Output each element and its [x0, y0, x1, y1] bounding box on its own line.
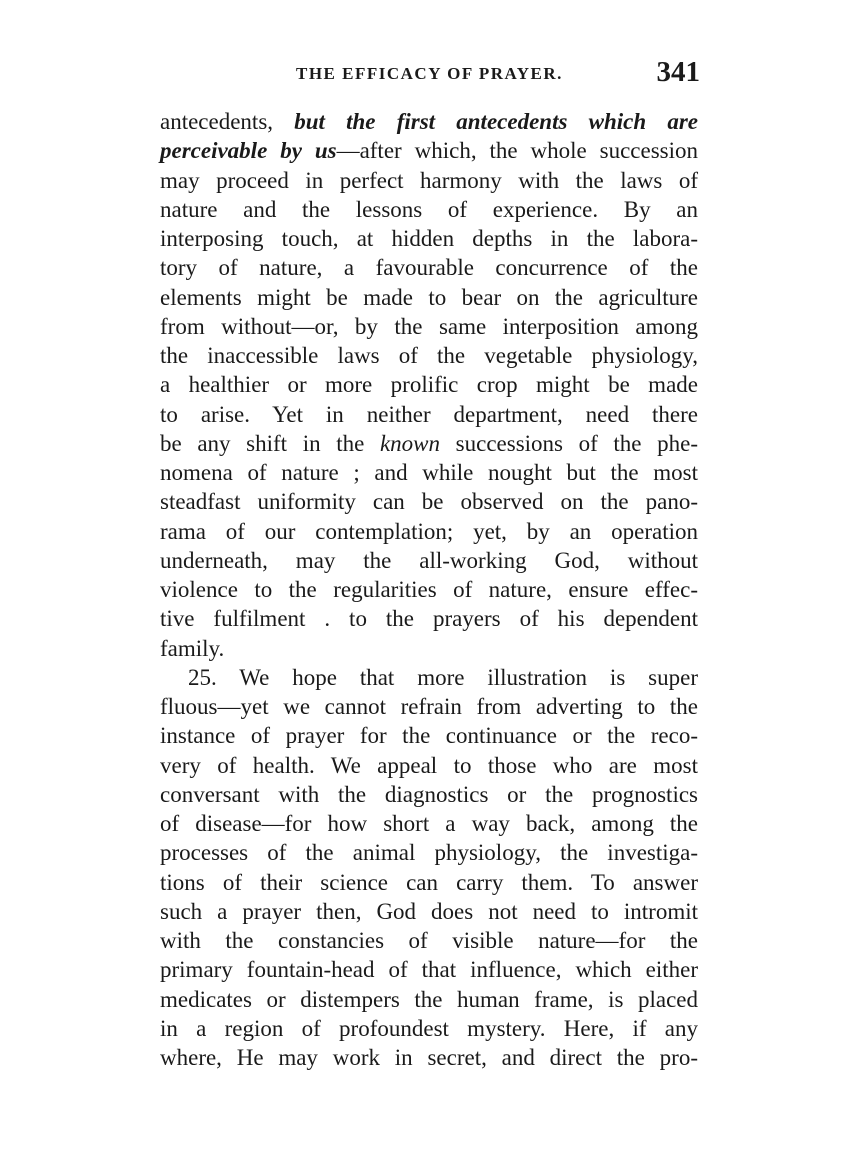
running-title: THE EFFICACY OF PRAYER.	[296, 64, 563, 83]
text-line: tory of nature, a favourable concurrence of the	[160, 255, 698, 281]
text-line: tions of their science can carry them. To answer	[160, 869, 698, 895]
text-line: be any shift in the known successions of the phe-	[160, 430, 699, 456]
text-line: from without—or, by the same interposition among	[160, 313, 698, 339]
text-line: fluous—yet we cannot refrain from adverting to the	[160, 694, 698, 719]
text-line: very of health. We appeal to those who are most	[160, 752, 698, 778]
text-line: the inaccessible laws of the vegetable physiology,	[160, 343, 698, 368]
running-header	[160, 56, 700, 96]
body-text	[160, 107, 698, 1072]
text-line: tive fulfilment . to the prayers of his dependent	[160, 606, 698, 632]
text-line: rama of our contemplation; yet, by an operation	[160, 518, 698, 544]
page-number: 341	[656, 56, 700, 88]
text-line: such a prayer then, God does not need to intromit	[160, 898, 698, 924]
text-line: conversant with the diagnostics or the prognostics	[160, 781, 698, 807]
text-line: family.	[160, 635, 225, 661]
text-line: in a region of profoundest mystery. Here, if any	[160, 1015, 698, 1041]
text-line: interposing touch, at hidden depths in the labora-	[160, 226, 698, 251]
paragraph-start-line: 25. We hope that more illustration is super	[188, 664, 698, 690]
text-line: steadfast uniformity can be observed on the pano-	[160, 489, 698, 515]
text-line: perceivable by us—after which, the whole succession	[160, 138, 698, 164]
text-line: instance of prayer for the continuance or the reco-	[160, 723, 698, 749]
text-line: may proceed in perfect harmony with the laws of	[160, 167, 698, 193]
text-line: nomena of nature ; and while nought but the most	[160, 460, 698, 485]
text-line: where, He may work in secret, and direct the pro-	[160, 1045, 698, 1070]
text-line: a healthier or more prolific crop might be made	[160, 372, 698, 398]
text-line: to arise. Yet in neither department, need there	[160, 401, 698, 427]
text-line: with the constancies of visible nature—for the	[160, 928, 698, 953]
text-line: primary fountain-head of that influence, which either	[160, 957, 698, 983]
text-line: elements might be made to bear on the agriculture	[160, 284, 698, 310]
text-line: underneath, may the all-working God, without	[160, 547, 698, 573]
text-line: processes of the animal physiology, the investiga-	[160, 840, 698, 866]
text-line: medicates or distempers the human frame, is placed	[160, 986, 698, 1012]
text-line: nature and the lessons of experience. By an	[160, 196, 698, 222]
text-line: of disease—for how short a way back, among the	[160, 811, 698, 836]
text-line: violence to the regularities of nature, ensure effec-	[160, 577, 698, 602]
text-line: antecedents, but the first antecedents which are	[160, 109, 698, 134]
